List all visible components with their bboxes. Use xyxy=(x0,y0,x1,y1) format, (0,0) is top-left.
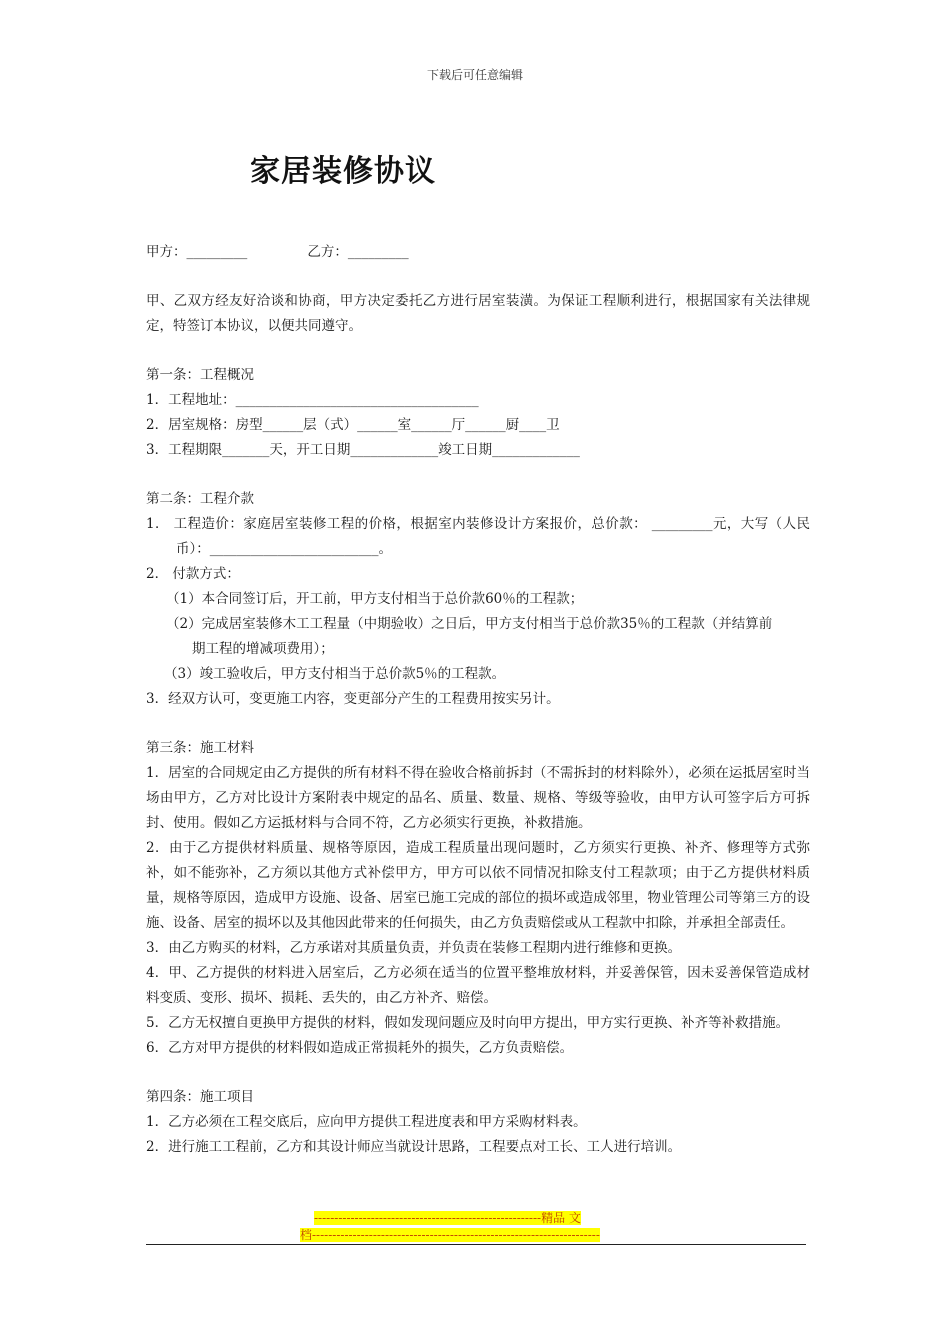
article-3-item: 3．由乙方购买的材料，乙方承诺对其质量负责，并负责在装修工程期内进行维修和更换。 xyxy=(146,940,682,956)
article-4-item: 1．乙方必须在工程交底后，应向甲方提供工程进度表和甲方采购材料表。 xyxy=(146,1114,587,1130)
article-1-item: 3．工程期限_______天，开工日期_____________竣工日期_____________ xyxy=(146,442,580,458)
page-header: 下载后可任意编辑 xyxy=(426,68,523,82)
article-2-item-payment: 2． 付款方式： xyxy=(146,566,240,582)
article-2-item-changes: 3．经双方认可，变更施工内容，变更部分产生的工程费用按实另计。 xyxy=(146,691,560,707)
footer-watermark xyxy=(300,1210,650,1244)
article-4-item: 2．进行施工工程前，乙方和其设计师应当就设计思路，工程要点对工长、工人进行培训。 xyxy=(146,1139,682,1155)
footer-watermark-line-2: 档----------------------------------------------------------------------- xyxy=(300,1228,600,1242)
article-3-item: 5．乙方无权擅自更换甲方提供的材料，假如发现问题应及时向甲方提出，甲方实行更换、补齐等补救措施。 xyxy=(146,1015,790,1031)
article-1-item: 2．居室规格：房型______层（式）______室______厅______厨____卫 xyxy=(146,417,560,433)
payment-step-2: （2）完成居室装修木工工程量（中期验收）之日后，甲方支付相当于总价款35％的工程款（并结算前 xyxy=(166,616,773,632)
payment-step-3: （3）竣工验收后，甲方支付相当于总价款5％的工程款。 xyxy=(164,666,506,682)
article-2-item-price: 1． 工程造价：家庭居室装修工程的价格，根据室内装修设计方案报价，总价款： _________元，大写（人民币）：_________________________。 xyxy=(146,516,810,557)
article-3 xyxy=(146,736,810,1061)
payment-step-1: （1）本合同签订后，开工前，甲方支付相当于总价款60％的工程款； xyxy=(166,591,584,607)
footer-watermark-line-1: --------------------------------------------------------精品 文 xyxy=(314,1211,581,1225)
document-title: 家居装修协议 xyxy=(250,154,436,189)
article-2-heading: 第二条：工程介款 xyxy=(146,491,254,507)
document-body xyxy=(146,240,810,1160)
article-4-heading: 第四条：施工项目 xyxy=(146,1089,254,1105)
article-1-heading: 第一条：工程概况 xyxy=(146,367,254,383)
parties-line: 甲方：_________ 乙方：_________ xyxy=(146,244,409,260)
article-4 xyxy=(146,1085,810,1160)
article-1 xyxy=(146,363,810,463)
article-3-heading: 第三条：施工材料 xyxy=(146,740,254,756)
intro-paragraph: 甲、乙双方经友好洽谈和协商，甲方决定委托乙方进行居室装潢。为保证工程顺利进行，根据国家有关法律规定，特签订本协议，以便共同遵守。 xyxy=(146,293,810,334)
footer-divider xyxy=(146,1244,806,1245)
article-3-item: 6．乙方对甲方提供的材料假如造成正常损耗外的损失，乙方负责赔偿。 xyxy=(146,1040,574,1056)
article-3-item: 1．居室的合同规定由乙方提供的所有材料不得在验收合格前拆封（不需拆封的材料除外），必须在运抵居室时当场由甲方，乙方对比设计方案附表中规定的品名、质量、数量、规格、等级等验收，由甲方认可签字后方可拆封、使用。假如乙方运抵材料与合同不符，乙方必须实行更换，补救措施。 xyxy=(146,765,810,831)
payment-step-2-continued: 期工程的增减项费用）； xyxy=(192,641,334,657)
article-1-item: 1．工程地址：____________________________________ xyxy=(146,392,479,408)
article-3-item: 4．甲、乙方提供的材料进入居室后，乙方必须在适当的位置平整堆放材料，并妥善保管，因未妥善保管造成材料变质、变形、损坏、损耗、丢失的，由乙方补齐、赔偿。 xyxy=(146,965,810,1006)
article-2 xyxy=(146,487,810,712)
article-3-item: 2．由于乙方提供材料质量、规格等原因，造成工程质量出现问题时，乙方须实行更换、补齐、修理等方式弥补，如不能弥补，乙方须以其他方式补偿甲方，甲方可以依不同情况扣除支付工程款项；由于乙方提供材料质量，规格等原因，造成甲方设施、设备、居室已施工完成的部位的损坏或造成邻里，物业管理公司等第三方的设施、设备、居室的损坏以及其他因此带来的任何损失，由乙方负责赔偿或从工程款中扣除，并承担全部责任。 xyxy=(146,840,810,931)
